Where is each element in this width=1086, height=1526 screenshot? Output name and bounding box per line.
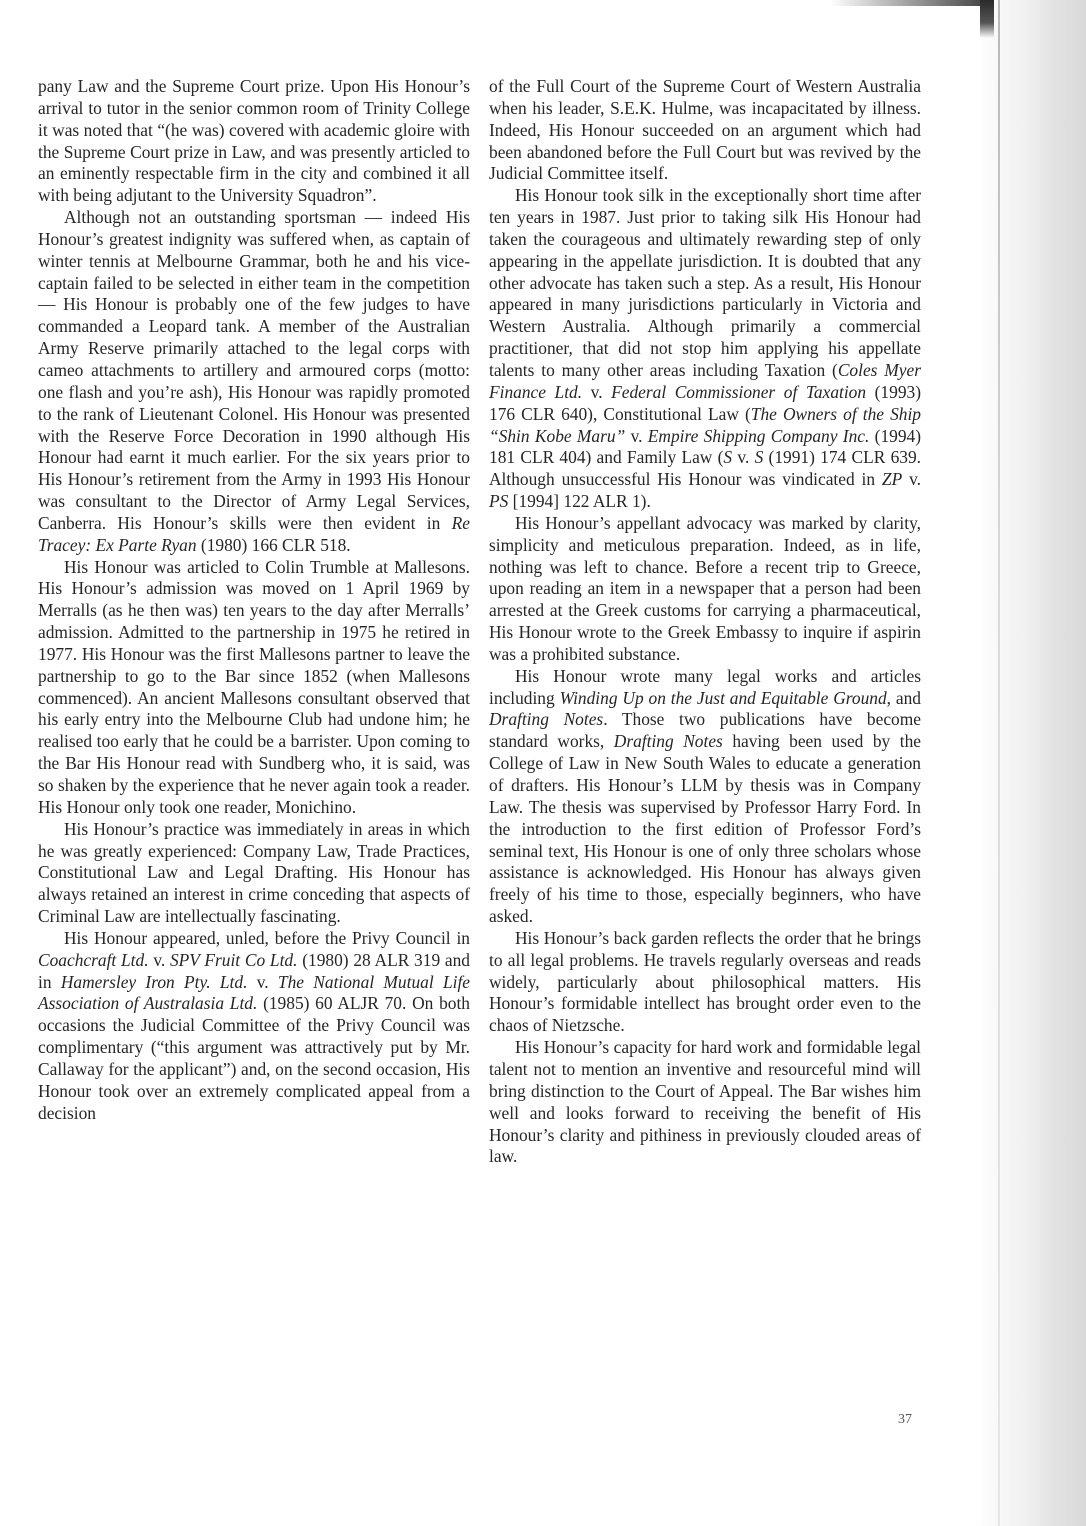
text-run: His Honour wrote many legal works and articles including — [489, 665, 921, 708]
case-citation-text: ZP — [881, 469, 903, 490]
page-edge-shadow — [974, 0, 1086, 1526]
case-citation-text: SPV Fruit Co Ltd. — [169, 949, 298, 970]
case-citation-text: The National Mutual Life Association of Australasia Ltd. — [38, 971, 471, 1014]
paragraph — [489, 185, 921, 513]
paragraph — [489, 666, 921, 928]
text-run: v. — [625, 425, 648, 446]
paragraph — [38, 76, 470, 207]
case-citation-text: Winding Up on the Just and Equitable Ground — [559, 687, 887, 708]
paragraph — [489, 928, 921, 1037]
text-run: (1993) 176 CLR 640), Constitutional Law ( — [489, 381, 921, 424]
right-column — [489, 76, 921, 1168]
page-edge-line — [998, 0, 1000, 1526]
text-run: (1991) 174 CLR 639. Although unsuccessful His Honour was vindicated in — [489, 447, 922, 490]
text-run: Although not an outstanding sportsman — indeed His Honour’s greatest indignity was suffered when, as captain of winter tennis at Melbourne Grammar, both he and his vice-captain failed to be selected in either team in the competition — His Honour is probably one of the few judges to have commanded a Leopard tank. A member of the Australian Army Reserve primarily attached to the legal corps with cameo attachments to artillery and armoured corps (motto: one flash and you’re ash), His Honour was rapidly promoted to the rank of Lieutenant Colonel. His Honour was presented with the Reserve Force Decoration in 1990 although His Honour had earnt it much earlier. For the six years prior to His Honour’s retirement from the Army in 1993 His Honour was consultant to the Director of Army Legal Services, Canberra. His Honour’s skills were then evident in — [38, 207, 470, 533]
case-citation-text: PS — [489, 491, 509, 512]
text-run: [1994] 122 ALR 1). — [508, 491, 651, 512]
text-run: His Honour’s appellant advocacy was marked by clarity, simplicity and meticulous preparation. Indeed, as in life, nothing was left to chance. Before a recent trip to Greece, upon reading an item in a newspaper that a person had been arrested at the Greek customs for carrying a pharmaceutical, His Honour wrote to the Greek Embassy to inquire if aspirin was a prohibited substance. — [489, 512, 921, 664]
text-run: having been used by the College of Law in New South Wales to educate a generation of drafters. His Honour’s LLM by thesis was in Company Law. The thesis was supervised by Professor Harry Ford. In the introduction to the first edition of Professor Ford’s seminal text, His Honour is one of only three scholars whose assistance is acknowledged. His Honour has always given freely of his time to those, especially beginners, who have asked. — [489, 731, 921, 927]
case-citation-text: The Owners of the Ship “Shin Kobe Maru” — [489, 403, 921, 446]
paragraph — [489, 1037, 921, 1168]
text-run: His Honour appeared, unled, before the Privy Council in — [64, 927, 470, 948]
text-run: , and — [886, 687, 921, 708]
page-number: 37 — [898, 1412, 912, 1427]
text-run: (1994) 181 CLR 404) and Family Law ( — [489, 425, 922, 468]
corner-rule — [830, 0, 980, 6]
text-run: (1985) 60 ALJR 70. On both occasions the Judicial Committee of the Privy Council was complimentary (“this argument was attractively put by Mr. Callaway for the applicant”) and, on the second occasion, His Honour took over an extremely complicated appeal from a decision — [38, 993, 470, 1123]
text-run: (1980) 166 CLR 518. — [196, 534, 351, 555]
text-run: (1980) 28 ALR 319 and in — [38, 949, 471, 992]
text-run: v. — [247, 971, 278, 992]
corner-mark — [980, 0, 994, 38]
text-run: pany Law and the Supreme Court prize. Upon His Honour’s arrival to tutor in the senior common room of Trinity College it was noted that “(he was) covered with academic gloire with the Supreme Court prize in Law, and was presently articled to an eminently respectable firm in the city and combined it all with being adjutant to the University Squadron”. — [38, 76, 470, 206]
text-run: v. — [582, 381, 612, 402]
text-run: His Honour’s back garden reflects the order that he brings to all legal problems. He travels regularly overseas and reads widely, particularly about philosophical matters. His Honour’s formidable intellect has brought order even to the chaos of Nietzsche. — [489, 927, 921, 1036]
text-run: of the Full Court of the Supreme Court of Western Australia when his leader, S.E.K. Hulme, was incapacitated by illness. Indeed, His Honour succeeded on an argument which had been abandoned before the Full Court but was revived by the Judicial Committee itself. — [489, 76, 921, 184]
text-run: v. — [732, 447, 755, 468]
case-citation-text: Re Tracey: Ex Parte Ryan — [38, 512, 470, 555]
case-citation-text: Drafting Notes — [489, 709, 604, 730]
paragraph — [489, 76, 921, 185]
paragraph — [38, 819, 470, 928]
case-citation-text: Coachcraft Ltd. — [38, 949, 149, 970]
paragraph — [489, 513, 921, 666]
case-citation-text: Hamersley Iron Pty. Ltd. — [60, 971, 248, 992]
paragraph — [38, 928, 470, 1125]
text-run: v. — [148, 949, 170, 970]
case-citation-text: Empire Shipping Company Inc. — [647, 425, 870, 446]
left-column — [38, 76, 470, 1125]
case-citation-text: Federal Commissioner of Taxation — [611, 381, 867, 402]
text-run: His Honour’s practice was immediately in areas in which he was greatly experienced: Company Law, Trade Practices, Constitutional Law and Legal Drafting. His Honour has always retained an interest in crime conceding that aspects of Criminal Law are intellectually fascinating. — [38, 818, 470, 927]
case-citation-text: Coles Myer Finance Ltd. — [489, 359, 921, 402]
text-run: His Honour’s capacity for hard work and formidable legal talent not to mention an inventive and resourceful mind will bring distinction to the Court of Appeal. The Bar wishes him well and looks forward to receiving the benefit of His Honour’s clarity and pithiness in previously clouded areas of law. — [489, 1037, 921, 1167]
case-citation-text: S — [754, 447, 764, 468]
text-run: His Honour took silk in the exceptionally short time after ten years in 1987. Just prior to taking silk His Honour had taken the courageous and ultimately rewarding step of only appearing in the appellate jurisdiction. It is doubted that any other advocate has taken such a step. As a result, His Honour appeared in many jurisdictions particularly in Victoria and Western Australia. Although primarily a commercial practitioner, that did not stop him applying his appellate talents to many other areas including Taxation ( — [489, 185, 921, 380]
case-citation-text: S — [723, 447, 733, 468]
text-run: . Those two publications have become standard works, — [489, 709, 921, 752]
text-run: v. — [902, 469, 921, 490]
text-run: His Honour was articled to Colin Trumble at Mallesons. His Honour’s admission was moved on 1 April 1969 by Merralls (as he then was) ten years to the day after Merralls’ admission. Admitted to the partnership in 1975 he retired in 1977. His Honour was the first Mallesons partner to leave the partnership to go to the Bar since 1852 (when Mallesons commenced). An ancient Mallesons consultant observed that his early entry into the Melbourne Club had undone him; he realised too early that he could be a barrister. Upon coming to the Bar His Honour read with Sundberg who, it is said, was so shaken by the experience that he never again took a reader. His Honour only took one reader, Monichino. — [38, 556, 470, 817]
case-citation-text: Drafting Notes — [613, 731, 723, 752]
paragraph — [38, 557, 470, 819]
paragraph — [38, 207, 470, 557]
